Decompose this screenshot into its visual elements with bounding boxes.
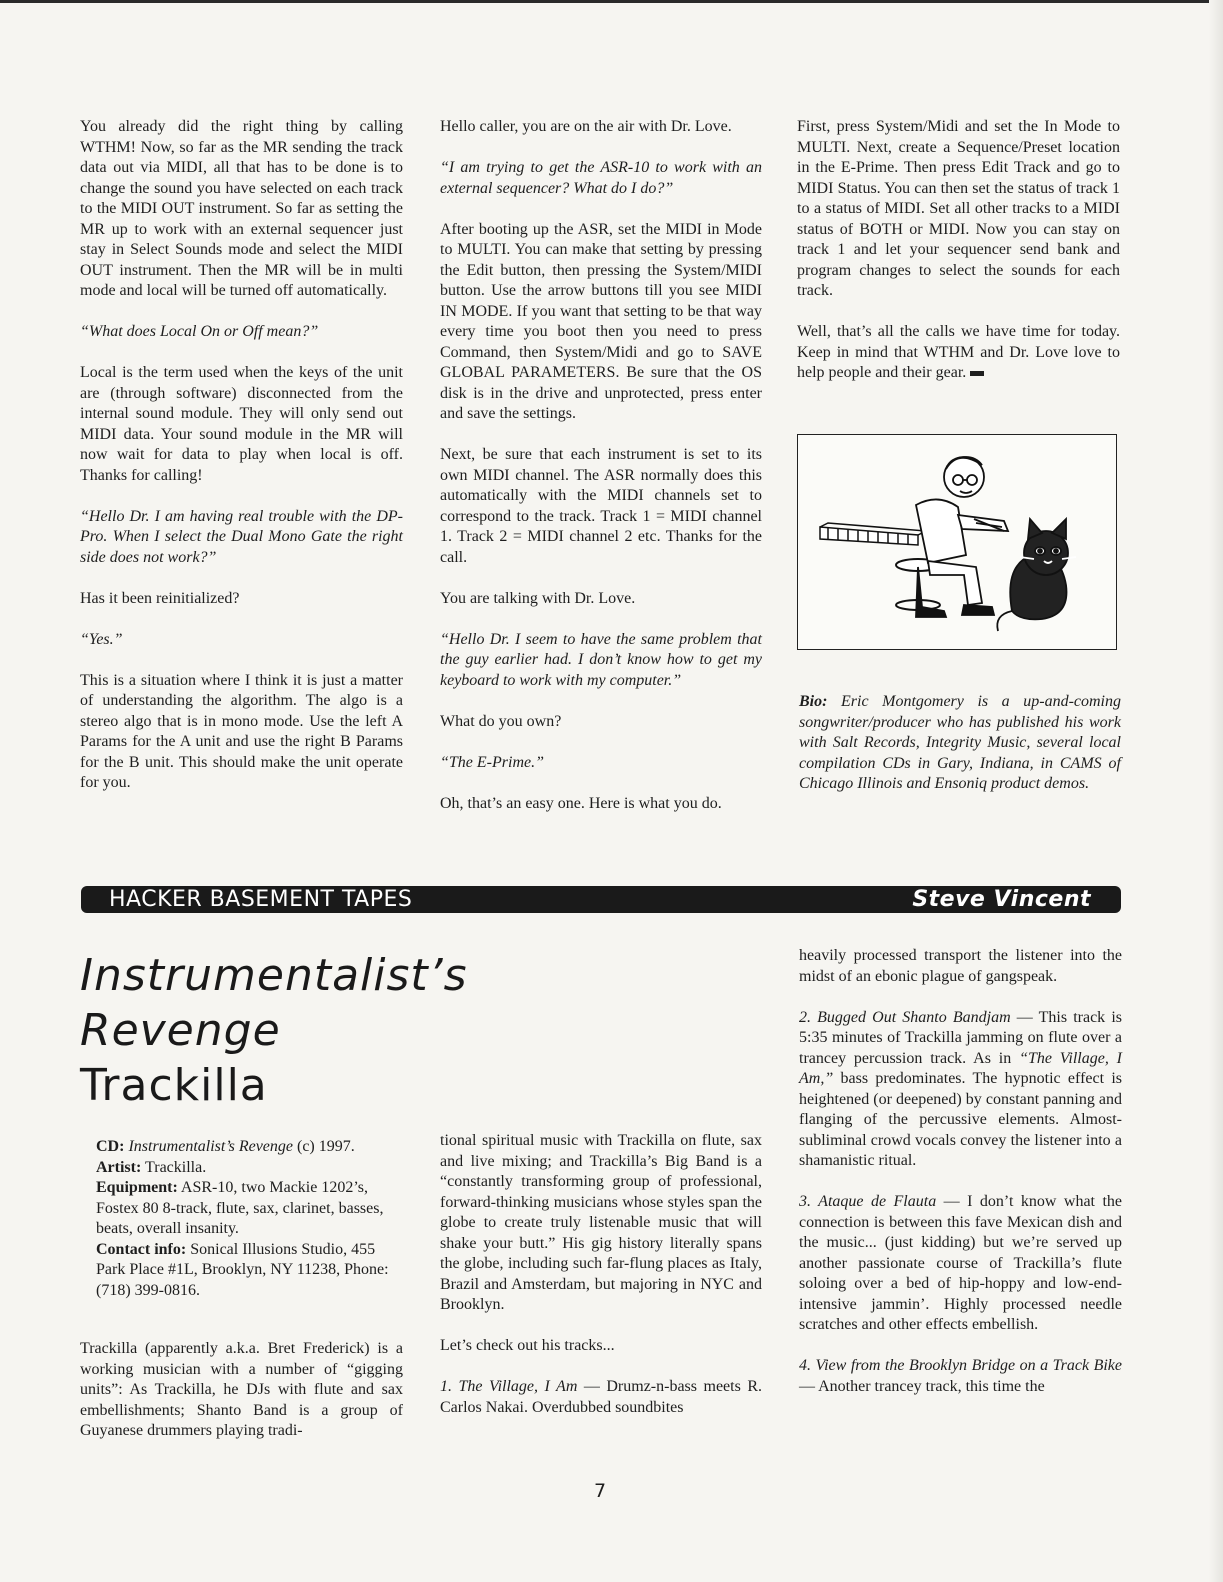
paragraph: You already did the right thing by calling WTHM! Now, so far as the MR sending the track data out via MIDI, all that has to be done is to change the sound you have selected on each track to the MIDI OUT instrument. So far as setting the MR up to work with an external sequencer just stay in Select Sounds mode and select the MIDI OUT instrument. Then the MR will be in multi mode and local will be turned off automatically. [80,118,403,299]
track-title: 1. The Village, I Am [440,1378,578,1395]
equipment-line [96,1178,396,1240]
track-text: bass predominates. The hypnotic effect is heightened (or deepened) by constant panning and flanging of the percussive elements. Almost-subliminal crowd vocals convey the listener into a shamanistic ritual. [799,1070,1122,1169]
qa-column-3 [797,117,1120,384]
equipment-list: ASR-10, two Mackie 1202’s, Fostex 80 8-track, flute, sax, clarinet, basses, beats, overall insanity. [96,1179,384,1237]
caller-question: “Hello Dr. I seem to have the same problem that the guy earlier had. I don’t know how to get my keyboard to work with my computer.” [440,630,762,689]
paragraph: Trackilla (apparently a.k.a. Bret Frederick) is a working musician with a number of “gigging units”: As Trackilla, he DJs with flute and sax embellishments; Shanto Band is a group of Guyanese drummers playing tradi- [80,1340,403,1439]
paragraph: First, press System/Midi and set the In Mode to MULTI. Next, create a Sequence/Preset location in the E-Prime. Then press Edit Track and go to MIDI Status. You can then set the status of track 1 to a status of MIDI. Set all other tracks to a MIDI status of BOTH or MIDI. Now you can stay on track 1 and let your sequencer send bank and program changes to select the sounds for each track. [797,118,1120,299]
headline-line-3: Trackilla [80,1060,268,1111]
paragraph: This is a situation where I think it is just a matter of understanding the algorithm. The algo is a stereo algo that is in mono mode. Use the left A Params for the A unit and use the right B Params for the B unit. This should make the unit operate for you. [80,671,403,791]
contact-details: Sonical Illusions Studio, 455 Park Place #1L, Brooklyn, NY 11238, Phone: (718) 399-0816. [96,1240,389,1299]
cd-label: CD: [96,1138,125,1155]
bio-text: Eric Montgomery is a up-and-coming songwriter/producer who has published his work with Salt Records, Integrity Music, several local compilation CDs in Gary, Indiana, in CAMS of Chicago Illinois and Ensoniq product demos. [799,693,1121,792]
paragraph: What do you own? [440,712,562,730]
track-title: 4. View from the Brooklyn Bridge on a Track Bike [799,1357,1122,1374]
track-entry [799,1192,1122,1336]
paragraph: Local is the term used when the keys of the unit are (through software) disconnected from the internal sound module. They will only send out MIDI data. Your sound module in the MR will now wait for data to play when local is off. Thanks for calling! [80,364,403,484]
paragraph: Has it been reinitialized? [80,589,240,607]
caller-question: “Yes.” [80,630,123,648]
cat-figure [997,519,1076,631]
paragraph: Next, be sure that each instrument is set to its own MIDI channel. The ASR normally does this automatically with the MIDI channels set to correspond to the track. Track 1 = MIDI channel 1. Track 2 = MIDI channel 2 etc. Thanks for the call. [440,446,762,566]
track-title: 2. Bugged Out Shanto Bandjam [799,1008,1011,1026]
track-entry [799,1356,1122,1397]
review-column-1 [80,1339,403,1442]
track-text: — Drumz-n-bass meets R. Carlos Nakai. Overdubbed soundbites [440,1378,762,1416]
track-text: — I don’t know what the connection is between this fave Mexican dish and the music... (just kidding) but we’re served up another passionate course of Trackilla’s flute soloing over a bed of hip-hoppy and low-end-intensive jammin’. Highly processed needle scratches and other effects embellish. [799,1193,1123,1333]
track-text: — This track is 5:35 minutes of Trackilla jamming on flute over a trancey percussion track. As in [799,1008,1122,1067]
keyboard-icon [820,523,926,545]
section-title: HACKER BASEMENT TAPES [109,887,413,912]
paragraph: Let’s check out his tracks... [440,1337,615,1354]
caller-question: “The E-Prime.” [440,753,544,771]
paragraph: Oh, that’s an easy one. Here is what you do. [440,794,722,812]
contact-label: Contact info: [96,1240,187,1258]
track-entry [440,1377,762,1418]
closing-text: Well, that’s all the calls we have time for today. Keep in mind that WTHM and Dr. Love love to help people and their gear. [797,323,1120,381]
caller-question: “What does Local On or Off mean?” [80,323,319,340]
track-entry [799,1008,1122,1172]
track-reference: “The Village, I Am,” [799,1049,1123,1087]
headline-line-1: Instrumentalist’s [80,950,468,1001]
paragraph: After booting up the ASR, set the MIDI in Mode to MULTI. You can make that setting by pressing the Edit button, then pressing the System/MIDI button. Use the arrow buttons till you see MIDI IN MODE. If you want that setting to be that way every time you boot then you need to press Command, then System/Midi and go to SAVE GLOBAL PARAMETERS. Be sure that the OS disk is in the drive and unprotected, press enter and save the settings. [440,220,762,422]
end-of-article-mark [970,371,984,376]
cd-copyright: (c) 1997. [297,1138,355,1155]
caller-question: “Hello Dr. I am having real trouble with the DP-Pro. When I select the Dual Mono Gate the right side does not work?” [80,507,403,566]
cartoon-illustration [797,434,1117,650]
cd-title: Instrumentalist’s Revenge [128,1138,293,1155]
track-title: 3. Ataque de Flauta [799,1193,937,1210]
paragraph: tional spiritual music with Trackilla on flute, sax and live mixing; and Trackilla’s Big Band is a “constantly transforming group of professional, forward-thinking musicians whose styles span the globe to create truly listenable music that will shake your butt.” His gig history literally spans the globe, including such far-flung places as Italy, Brazil and Amsterdam, but majoring in NYC and Brooklyn. [440,1132,762,1313]
cd-info-block [96,1137,396,1301]
musician-and-cat-drawing [798,435,1116,649]
paragraph: heavily processed transport the listener into the midst of an ebonic plague of gangspeak. [799,947,1122,985]
equipment-label: Equipment: [96,1179,178,1196]
qa-column-2 [440,117,762,814]
page-number: 7 [593,1480,607,1502]
artist-name: Trackilla. [145,1158,207,1176]
review-column-2 [440,1131,762,1418]
artist-label: Artist: [96,1158,142,1176]
author-bio [799,692,1121,795]
section-banner [81,886,1121,913]
paragraph: Hello caller, you are on the air with Dr. Love. [440,118,732,135]
paragraph: You are talking with Dr. Love. [440,589,636,607]
track-text: — Another trancey track, this time the [799,1377,1045,1395]
closing-paragraph [797,322,1120,384]
page-right-edge-shadow [1209,0,1223,1582]
cd-line [96,1137,396,1158]
page-top-edge [0,0,1223,3]
column-author: Steve Vincent [912,887,1091,912]
qa-column-1 [80,117,403,794]
caller-question: “I am trying to get the ASR-10 to work with an external sequencer? What do I do?” [440,159,762,197]
bio-label: Bio: [799,693,828,710]
headline-line-2: Revenge [80,1005,281,1056]
contact-line [96,1240,396,1302]
musician-figure [916,457,1008,617]
artist-line [96,1158,396,1179]
review-column-3 [799,946,1122,1397]
